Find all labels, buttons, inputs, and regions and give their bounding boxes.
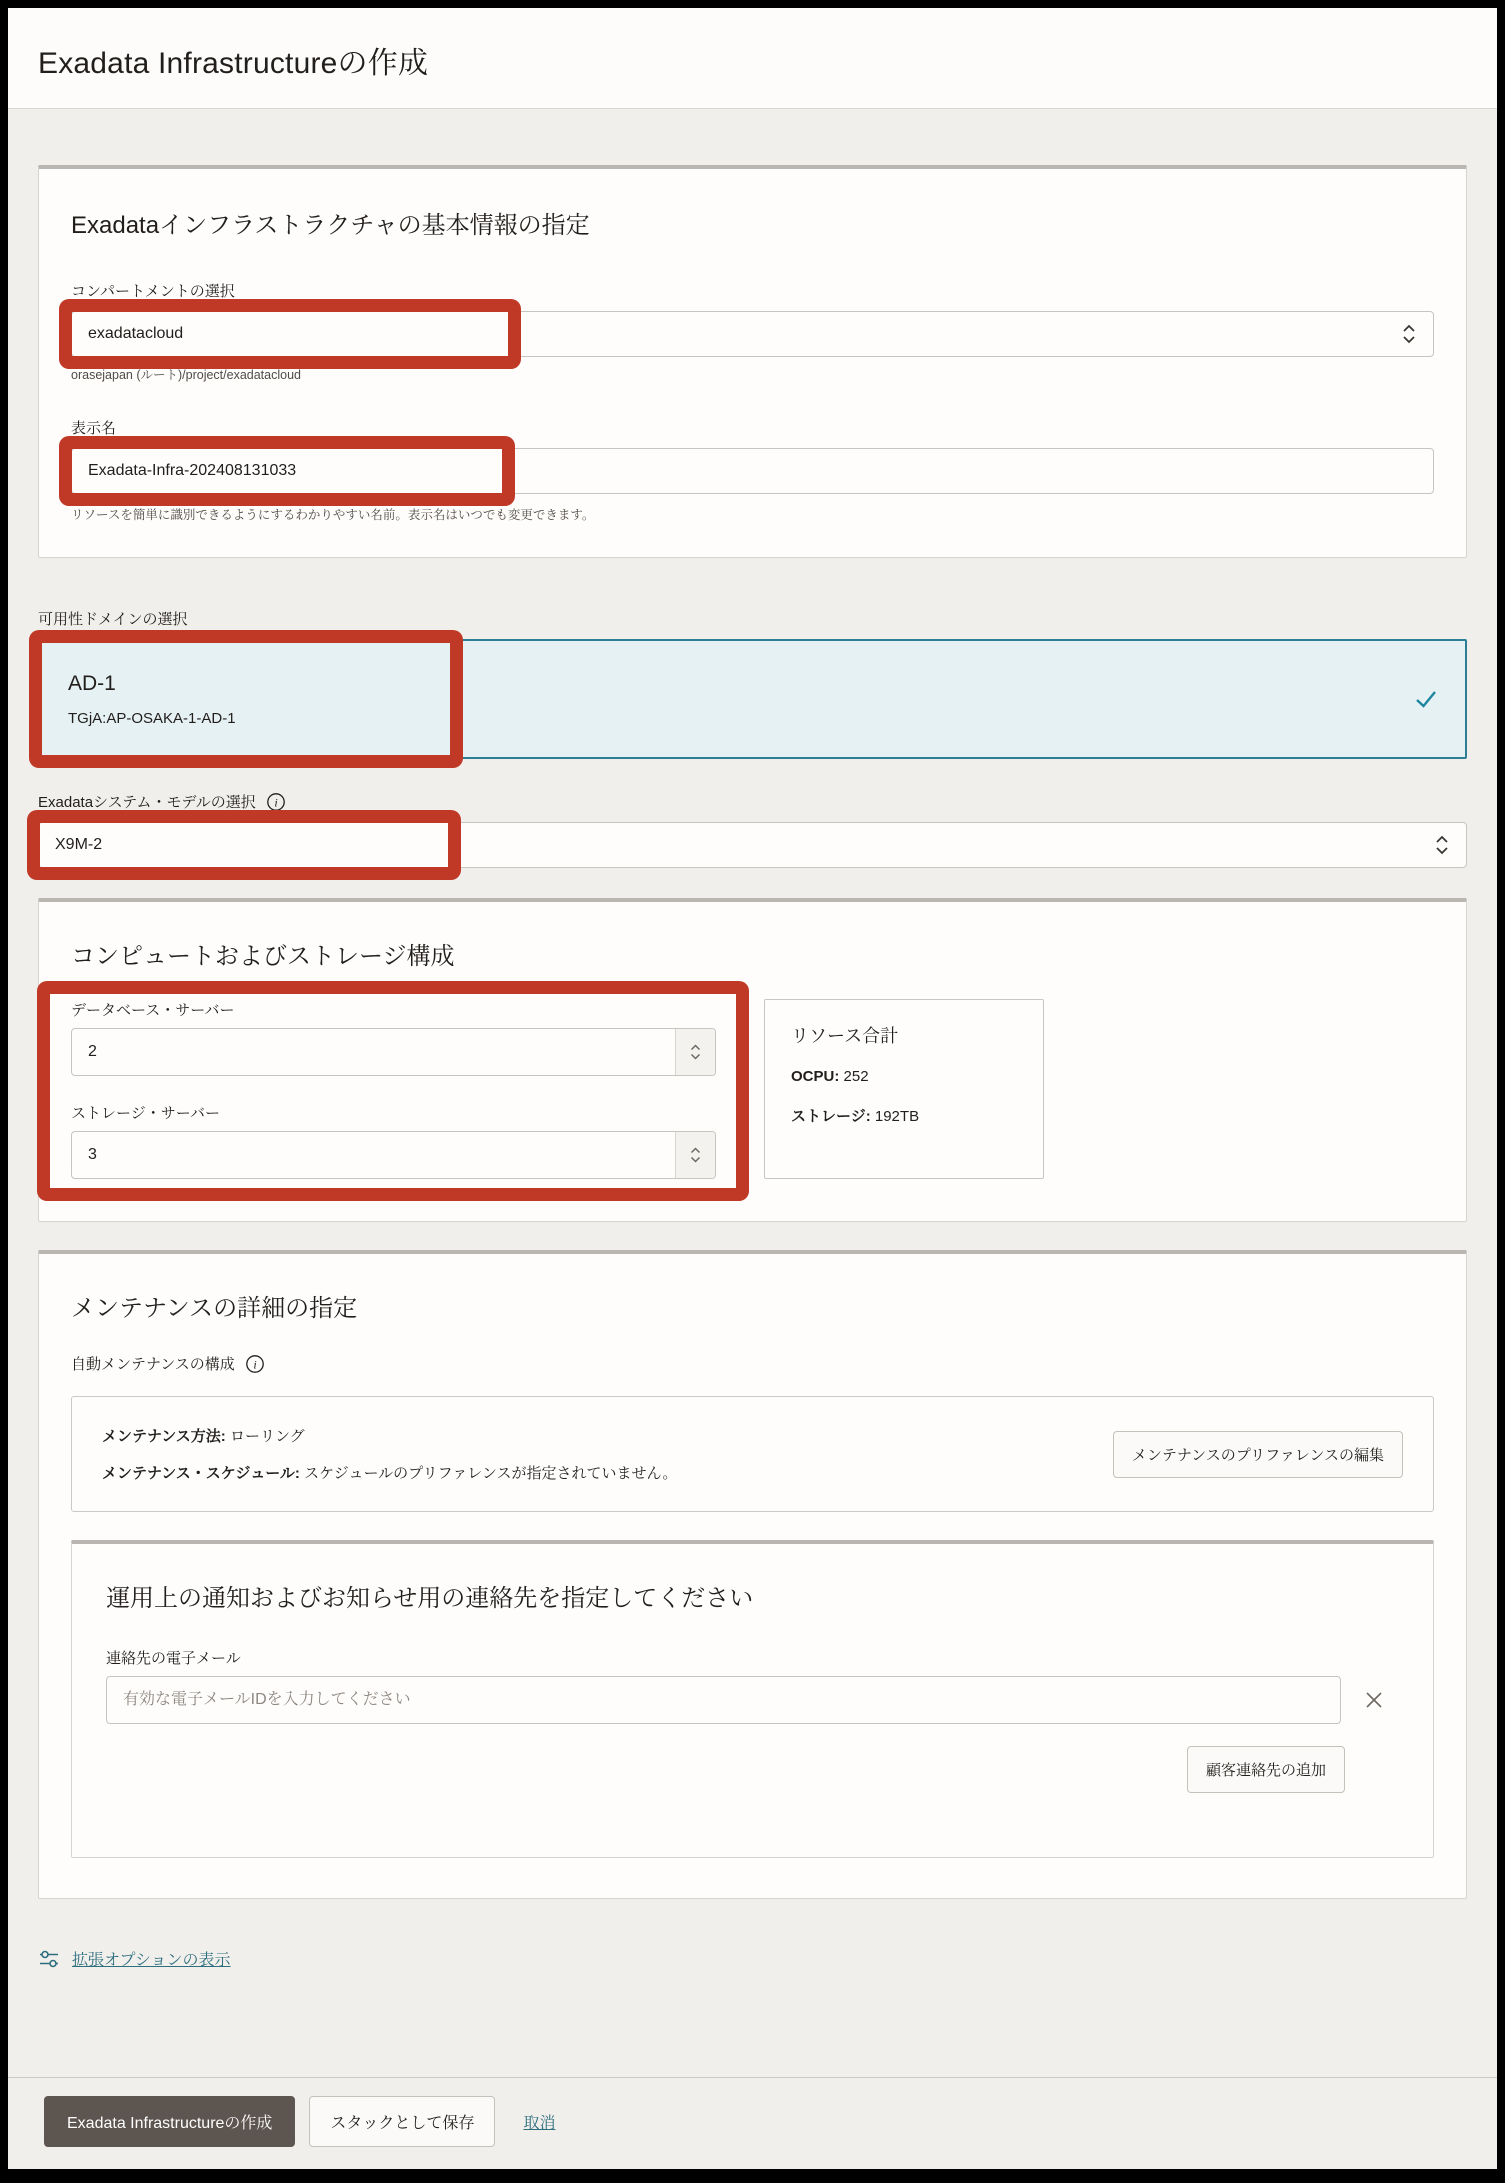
maintenance-summary-text — [102, 1425, 677, 1483]
compartment-select-value: exadatacloud — [88, 325, 184, 342]
ocpu-label: OCPU: — [791, 1068, 840, 1085]
page-content — [8, 109, 1497, 2077]
info-icon[interactable] — [266, 792, 286, 812]
check-icon — [1413, 686, 1439, 712]
maintenance-card — [38, 1250, 1467, 1899]
maintenance-schedule-value: スケジュールのプリファレンスが指定されていません。 — [304, 1465, 678, 1482]
storage-servers-stepper[interactable] — [71, 1131, 716, 1179]
availability-domain-name: AD-1 — [68, 671, 116, 695]
resource-total-box — [764, 999, 1044, 1179]
chevron-up-down-icon — [1401, 322, 1417, 346]
compute-storage-heading: コンピュートおよびストレージ構成 — [71, 943, 455, 970]
display-name-label: 表示名 — [71, 420, 117, 437]
compartment-label: コンパートメントの選択 — [71, 283, 235, 300]
system-model-label: Exadataシステム・モデルの選択 — [38, 794, 256, 811]
maintenance-method-value: ローリング — [229, 1428, 305, 1445]
storage-servers-label: ストレージ・サーバー — [71, 1105, 220, 1122]
availability-domain-detail: TGjA:AP-OSAKA-1-AD-1 — [68, 709, 236, 727]
storage-value: 192TB — [874, 1108, 920, 1125]
storage-label: ストレージ: — [791, 1108, 871, 1125]
compute-storage-card — [38, 898, 1467, 1222]
maintenance-schedule-label: メンテナンス・スケジュール: — [102, 1465, 300, 1482]
cancel-link[interactable]: 取消 — [523, 2115, 556, 2132]
system-model-select-value: X9M-2 — [55, 836, 103, 853]
availability-domain-card[interactable] — [38, 639, 1467, 759]
storage-servers-value: 3 — [88, 1146, 97, 1163]
availability-domain-text — [68, 672, 236, 727]
maintenance-method-line — [102, 1425, 677, 1446]
maintenance-schedule-line — [102, 1462, 677, 1483]
ocpu-value: 252 — [843, 1068, 869, 1085]
display-name-input[interactable] — [71, 448, 1434, 494]
auto-maintenance-label: 自動メンテナンスの構成 — [71, 1356, 235, 1373]
chevron-up-down-icon — [1434, 833, 1450, 857]
close-icon[interactable] — [1363, 1689, 1385, 1711]
maintenance-summary-box — [71, 1396, 1434, 1512]
svg-text:i: i — [253, 1356, 257, 1371]
create-exadata-button[interactable]: Exadata Infrastructureの作成 — [44, 2096, 295, 2147]
contact-email-label: 連絡先の電子メール — [106, 1650, 241, 1667]
availability-domain-label: 可用性ドメインの選択 — [38, 611, 188, 628]
svg-text:i: i — [274, 794, 278, 809]
display-name-hint: リソースを簡単に識別できるようにするわかりやすい名前。表示名はいつでも変更できます。 — [71, 508, 595, 522]
contact-email-input[interactable] — [106, 1676, 1341, 1724]
footer-action-bar — [8, 2077, 1497, 2169]
page-title: Exadata Infrastructureの作成 — [38, 47, 429, 80]
edit-maintenance-preferences-button[interactable]: メンテナンスのプリファレンスの編集 — [1113, 1431, 1403, 1478]
show-advanced-options-link[interactable]: 拡張オプションの表示 — [72, 1952, 231, 1969]
save-as-stack-button[interactable]: スタックとして保存 — [309, 2096, 495, 2147]
database-servers-stepper[interactable] — [71, 1028, 716, 1076]
resource-total-heading: リソース合計 — [791, 1026, 899, 1046]
maintenance-method-label: メンテナンス方法: — [102, 1428, 226, 1445]
database-servers-value: 2 — [88, 1043, 97, 1060]
compartment-hint: orasejapan (ルート)/project/exadatacloud — [71, 368, 301, 382]
stepper-up-down-icon[interactable] — [675, 1132, 715, 1178]
basic-info-heading: Exadataインフラストラクチャの基本情報の指定 — [71, 212, 590, 239]
create-exadata-page — [8, 8, 1497, 2169]
database-servers-label: データベース・サーバー — [71, 1002, 235, 1019]
sliders-icon — [38, 1948, 60, 1970]
compartment-select[interactable] — [71, 311, 1434, 357]
page-header — [8, 8, 1497, 109]
system-model-select[interactable] — [38, 822, 1467, 868]
contacts-card — [71, 1540, 1434, 1858]
contacts-heading: 運用上の通知およびお知らせ用の連絡先を指定してください — [106, 1585, 754, 1612]
basic-info-card — [38, 165, 1467, 558]
stepper-up-down-icon[interactable] — [675, 1029, 715, 1075]
resource-total-storage — [791, 1105, 1017, 1126]
resource-total-ocpu — [791, 1068, 1017, 1085]
add-customer-contact-button[interactable]: 顧客連絡先の追加 — [1187, 1746, 1345, 1793]
info-icon[interactable] — [245, 1354, 265, 1374]
maintenance-heading: メンテナンスの詳細の指定 — [71, 1295, 358, 1322]
